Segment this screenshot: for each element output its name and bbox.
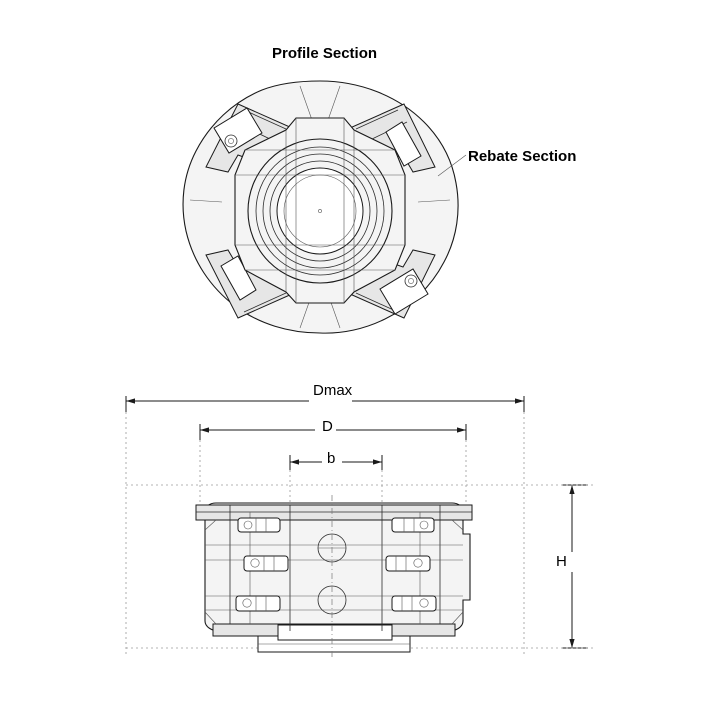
insert-left-lower <box>236 596 280 611</box>
cutter-head-top-view <box>183 81 466 333</box>
dimension-label-dmax: Dmax <box>313 382 353 399</box>
profile-section-label: Profile Section <box>272 45 378 62</box>
dimension-label-h: H <box>556 553 567 570</box>
insert-left-middle <box>244 556 288 571</box>
insert-right-middle <box>386 556 430 571</box>
insert-right-upper <box>392 518 434 532</box>
cutter-head-side-view <box>196 495 472 660</box>
dimension-label-d: D <box>322 418 333 435</box>
insert-right-lower <box>392 596 436 611</box>
insert-left-upper <box>238 518 280 532</box>
rebate-section-label: Rebate Section <box>468 148 577 165</box>
dimension-label-b: b <box>327 450 336 467</box>
